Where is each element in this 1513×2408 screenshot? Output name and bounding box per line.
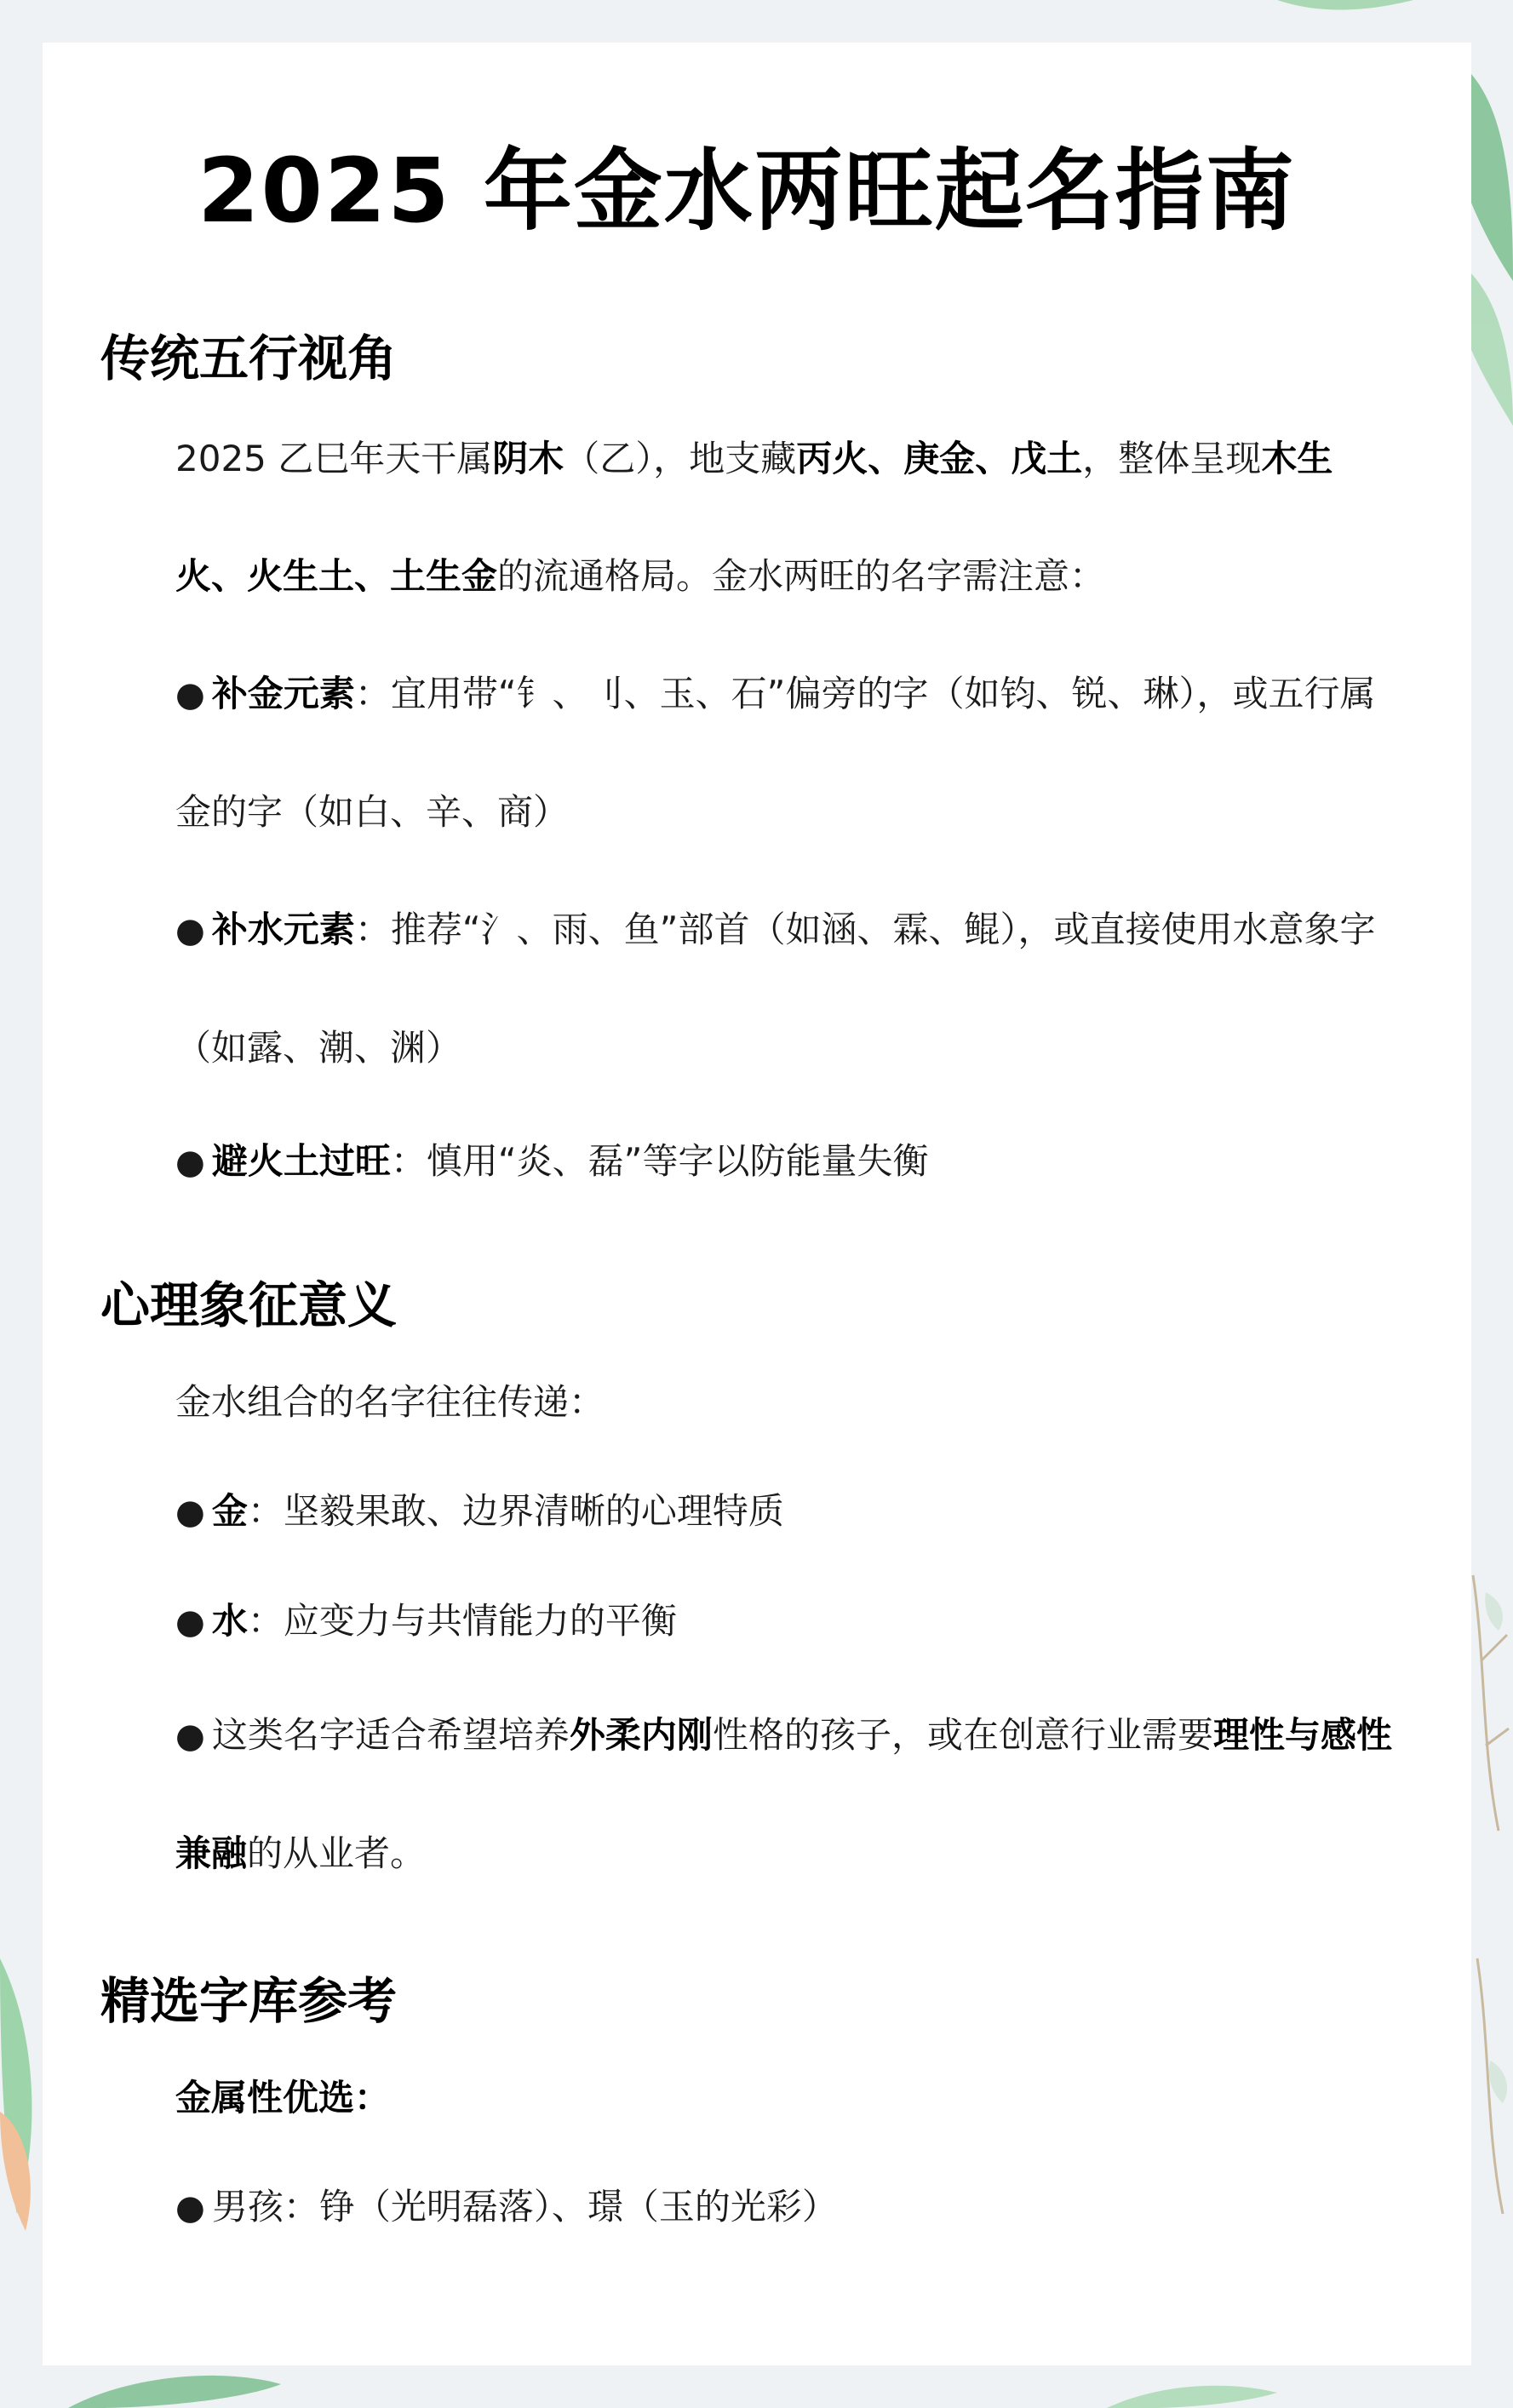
list-item: ● 补金元素：宜用带“钅、刂、玉、石”偏旁的字（如钧、锐、琳），或五行属金的字（如白、辛、商） [175, 673, 1376, 834]
bullet-icon: ● [175, 1602, 205, 1642]
bullet-icon: ● [175, 911, 205, 951]
bullet-icon: ● [175, 1143, 205, 1183]
list-item: ● 水：应变力与共情能力的平衡 [175, 1599, 677, 1642]
list-item: ● 避火土过旺：慎用“炎、磊”等字以防能量失衡 [175, 1140, 929, 1183]
list-item: ● 男孩：铮（光明磊落）、璟（玉的光彩） [175, 2185, 838, 2227]
psychology-closing: ● 这类名字适合希望培养外柔内刚性格的孩子，或在创意行业需要理性与感性兼融的从业者。 [175, 1713, 1392, 1874]
page-title: 2025 年金水两旺起名指南 [198, 139, 1296, 243]
list-item: ● 补水元素：推荐“氵、雨、鱼”部首（如涵、霖、鲲），或直接使用水意象字（如露、潮、渊） [175, 909, 1376, 1069]
document-card [43, 43, 1471, 2365]
psychology-intro: 金水组合的名字往往传递： [175, 1380, 605, 1423]
section-heading-traditional: 传统五行视角 [100, 329, 398, 387]
library-subheading: 金属性优选： [175, 2076, 391, 2118]
list-item: ● 金：坚毅果敢、边界清晰的心理特质 [175, 1489, 784, 1532]
bullet-icon: ● [175, 1716, 205, 1756]
section-heading-psychology: 心理象征意义 [100, 1276, 398, 1335]
bullet-icon: ● [175, 2187, 205, 2227]
section-heading-library: 精选字库参考 [100, 1971, 398, 2030]
traditional-intro: 2025 乙巳年天干属阴木（乙），地支藏丙火、庚金、戊土，整体呈现木生火、火生土、土生金的流通格局。金水两旺的名字需注意： [175, 438, 1333, 598]
bullet-icon: ● [175, 1492, 205, 1532]
bullet-icon: ● [175, 675, 205, 715]
